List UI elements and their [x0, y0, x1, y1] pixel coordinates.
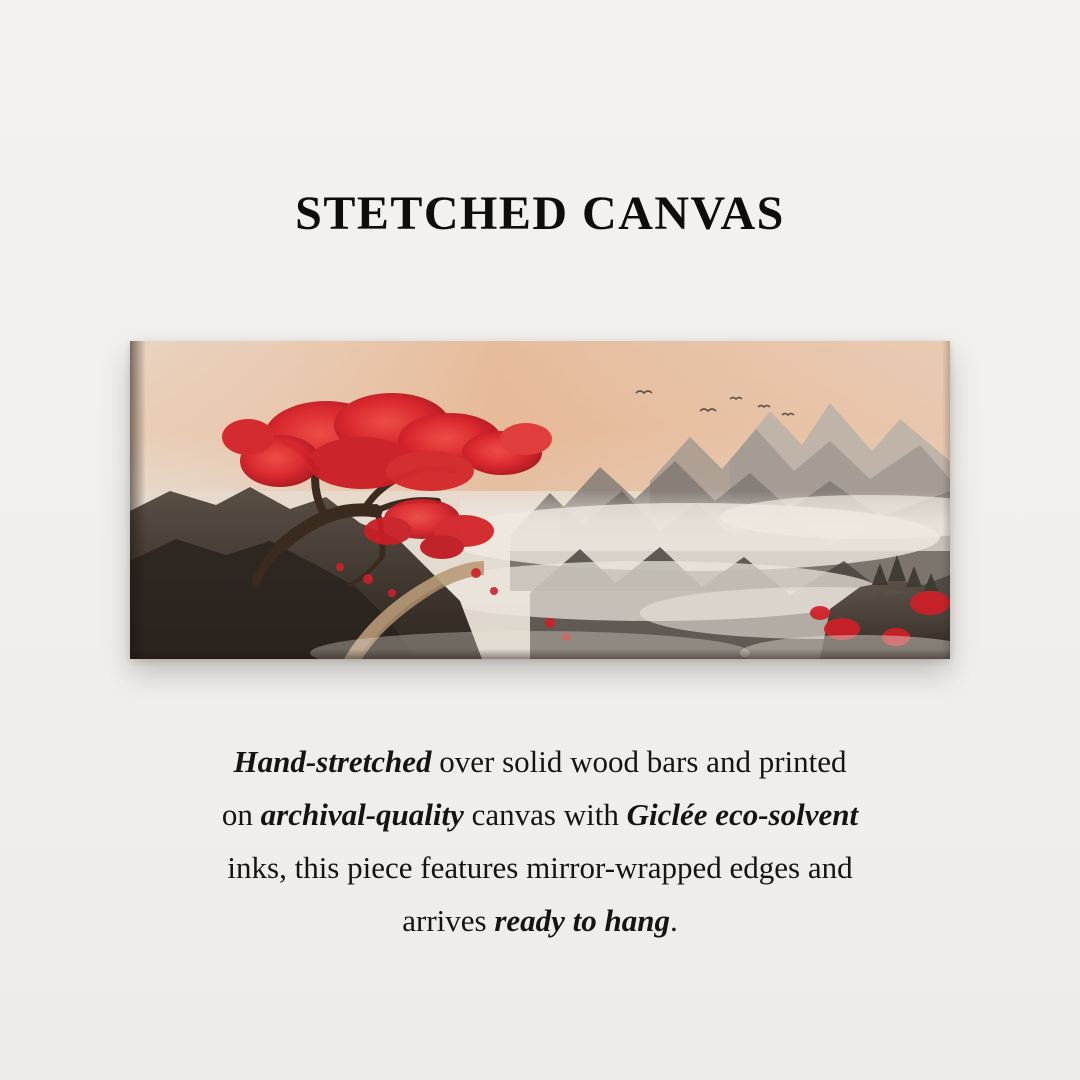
canvas-artwork	[130, 341, 950, 659]
description-line-4-b: .	[670, 903, 678, 938]
product-description	[90, 735, 990, 947]
description-emphasis-giclee: Giclée eco-solvent	[626, 797, 859, 832]
description-emphasis-ready-to-hang: ready to hang	[494, 903, 671, 938]
description-line-1-rest: over solid wood bars and printed	[431, 744, 847, 779]
description-line-4-a: arrives	[402, 903, 495, 938]
description-line-3: inks, this piece features mirror-wrapped edges and	[227, 850, 853, 885]
description-emphasis-archival-quality: archival-quality	[260, 797, 464, 832]
description-line-2-a: on	[221, 797, 261, 832]
page-title: STETCHED CANVAS	[295, 187, 785, 240]
description-line-2-b: canvas with	[463, 797, 627, 832]
description-emphasis-hand-stretched: Hand-stretched	[233, 744, 432, 779]
description-line-4	[90, 894, 990, 947]
description-line-1	[90, 735, 990, 788]
artwork-image	[130, 341, 950, 659]
description-line-2	[90, 788, 990, 841]
